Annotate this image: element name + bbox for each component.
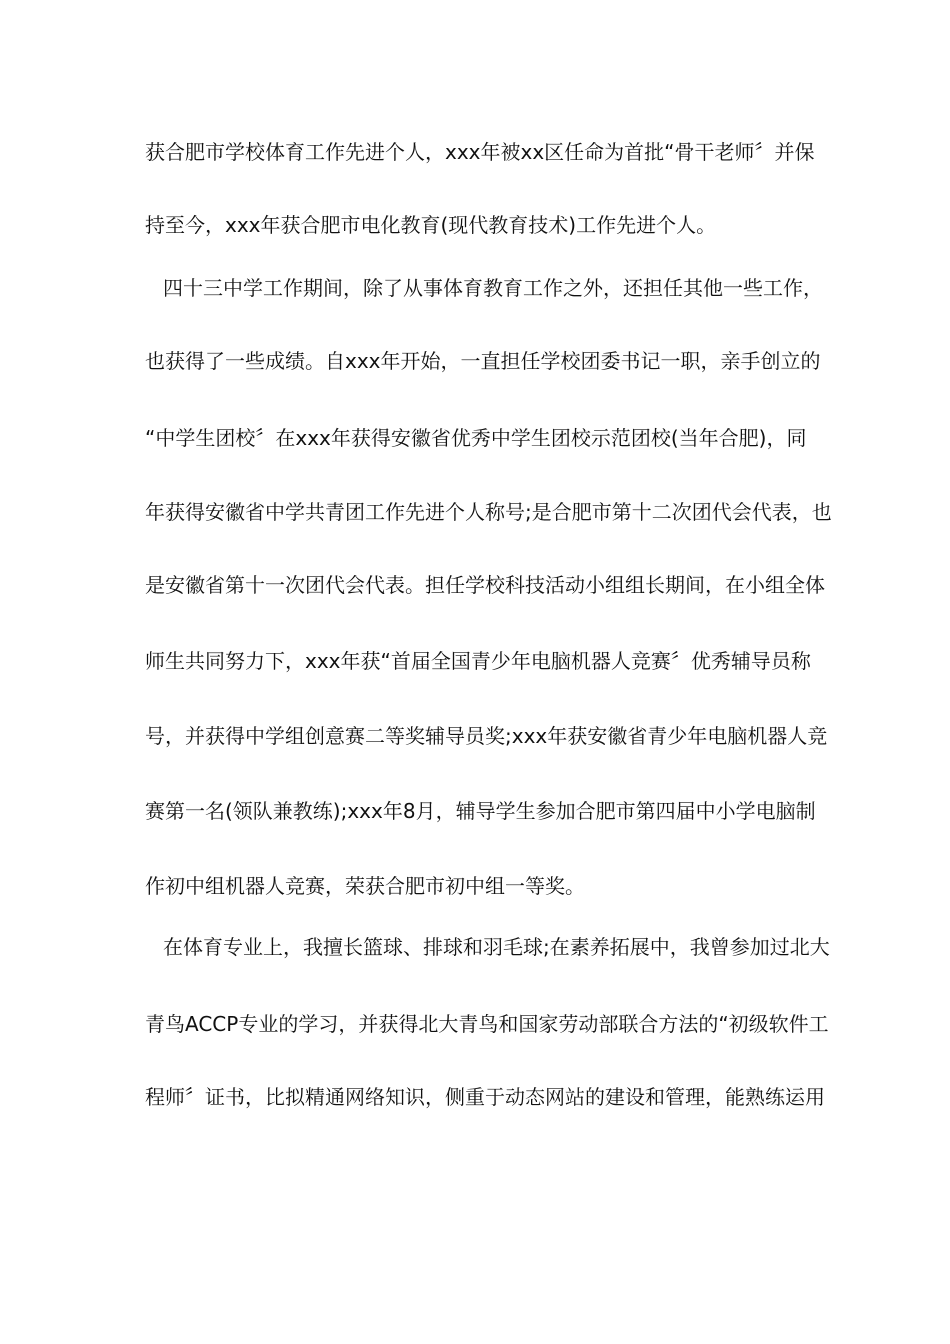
text-line: 也获得了一些成绩。自xxx年开始，一直担任学校团委书记一职，亲手创立的 <box>145 349 821 373</box>
text-line: 号，并获得中学组创意赛二等奖辅导员奖;xxx年获安徽省青少年电脑机器人竞 <box>145 724 828 748</box>
paragraph-first-line: 四十三中学工作期间，除了从事体育教育工作之外，还担任其他一些工作， <box>163 276 823 300</box>
text-line: 赛第一名(领队兼教练);xxx年8月，辅导学生参加合肥市第四届中小学电脑制 <box>145 799 816 823</box>
text-line: 是安徽省第十一次团代会代表。担任学校科技活动小组组长期间，在小组全体 <box>145 573 825 597</box>
text-line: 师生共同努力下，xxx年获“首届全国青少年电脑机器人竞赛〞优秀辅导员称 <box>145 649 811 673</box>
paragraph-first-line: 在体育专业上，我擅长篮球、排球和羽毛球;在素养拓展中，我曾参加过北大 <box>163 935 830 959</box>
text-line: 青鸟ACCP专业的学习，并获得北大青鸟和国家劳动部联合方法的“初级软件工 <box>145 1012 829 1036</box>
text-line: 作初中组机器人竞赛，荣获合肥市初中组一等奖。 <box>145 874 585 898</box>
text-line: 持至今，xxx年获合肥市电化教育(现代教育技术)工作先进个人。 <box>145 213 717 237</box>
text-line: 年获得安徽省中学共青团工作先进个人称号;是合肥市第十二次团代会代表，也 <box>145 500 832 524</box>
text-line: “中学生团校〞在xxx年获得安徽省优秀中学生团校示范团校(当年合肥)，同 <box>145 426 807 450</box>
text-line: 获合肥市学校体育工作先进个人，xxx年被xx区任命为首批“骨干老师〞并保 <box>145 140 815 164</box>
text-line: 程师〞证书，比拟精通网络知识，侧重于动态网站的建设和管理，能熟练运用 <box>145 1085 825 1109</box>
